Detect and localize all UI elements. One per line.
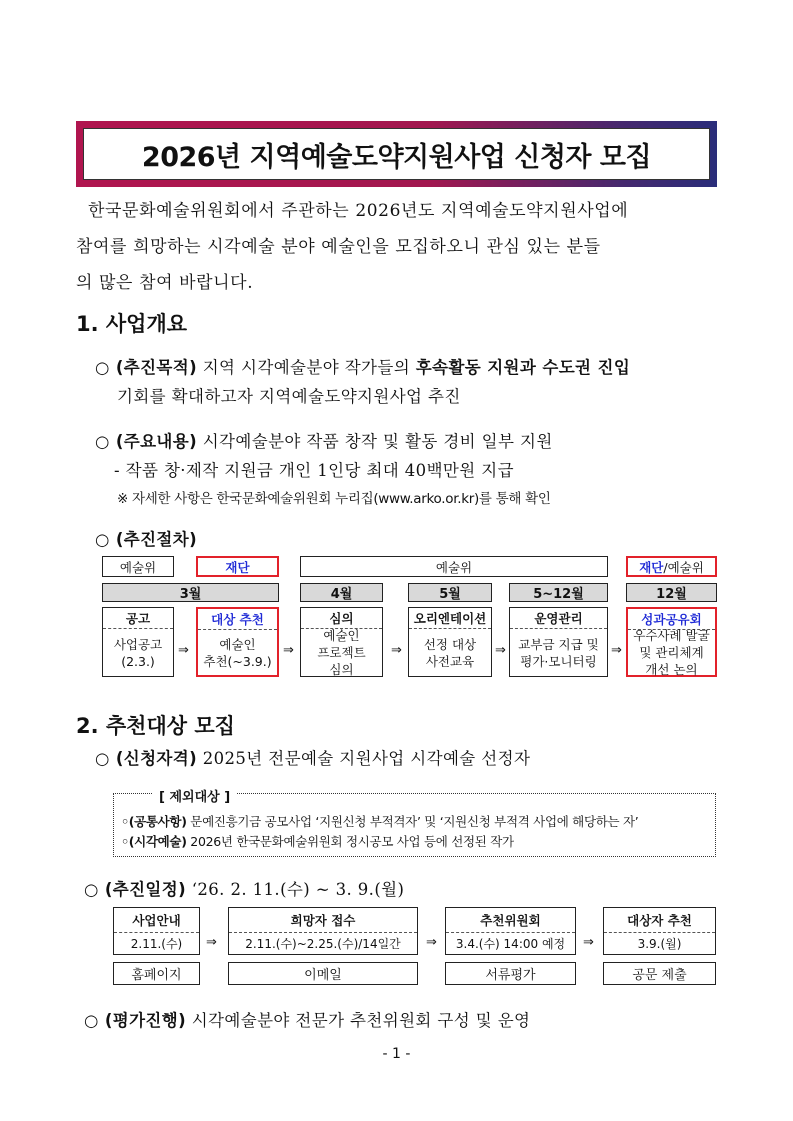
intro-line: 한국문화예술위원회에서 주관하는 2026년도 지역예술도약지원사업에 — [88, 201, 629, 221]
bullet-text: ‘26. 2. 11.(수) ~ 3. 9.(월) — [186, 880, 405, 899]
bullet-label: (주요내용) — [115, 432, 198, 451]
schedule-title: 추천위원회 — [446, 908, 575, 933]
arrow-right-icon: ⇒ — [391, 643, 402, 658]
month-cell: 12월 — [626, 583, 717, 602]
bullet-circle-icon: ○ — [84, 880, 99, 899]
page-title: 2026년 지역예술도약지원사업 신청자 모집 — [83, 128, 710, 180]
intro-line: 참여를 희망하는 시각예술 분야 예술인을 모집하오니 관심 있는 분들 — [76, 237, 601, 257]
bullet-text: 시각예술분야 전문가 추천위원회 구성 및 운영 — [186, 1011, 531, 1030]
bullet-circle-icon: ○ — [95, 358, 110, 377]
step-title: 운영관리 — [510, 608, 607, 629]
arrow-right-icon: ⇒ — [426, 935, 437, 950]
arrow-right-icon: ⇒ — [611, 643, 622, 658]
bullet-circle-icon: ○ — [95, 749, 110, 768]
content-bullet — [95, 428, 553, 452]
purpose-bullet — [95, 354, 630, 378]
content-sub-item: - 작품 창·제작 지원금 개인 1인당 최대 40백만원 지급 — [114, 461, 514, 480]
procedure-step-recommend — [196, 607, 279, 677]
bullet-label: (추진절차) — [115, 530, 198, 549]
bullet-text: 2025년 전문예술 지원사업 시각예술 선정자 — [197, 749, 531, 768]
exclusion-label: ◦(시각예술) — [121, 834, 187, 849]
step-body: 교부금 지급 및 평가·모니터링 — [518, 636, 599, 669]
org-arko-text: /예술위 — [663, 559, 704, 575]
bullet-label: (추진목적) — [115, 358, 198, 377]
bullet-label: (신청자격) — [115, 749, 198, 768]
schedule-date: 2.11.(수)~2.25.(수)/14일간 — [245, 937, 401, 951]
step-title: 오리엔테이션 — [409, 608, 491, 629]
arrow-right-icon: ⇒ — [583, 935, 594, 950]
step-body: 선정 대상 사전교육 — [423, 636, 477, 669]
schedule-step-guide — [113, 907, 200, 955]
bullet-circle-icon: ○ — [95, 432, 110, 451]
org-foundation-text: 재단 — [639, 559, 664, 575]
evaluation-bullet — [84, 1007, 530, 1031]
schedule-title: 사업안내 — [114, 908, 199, 933]
intro-line: 의 많은 참여 바랍니다. — [76, 273, 254, 293]
schedule-bullet — [84, 876, 404, 900]
bullet-circle-icon: ○ — [84, 1011, 99, 1030]
bullet-circle-icon: ○ — [95, 530, 110, 549]
procedure-step-sharing — [626, 607, 717, 677]
bullet-text: 지역 시각예술분야 작가들의 — [197, 358, 416, 377]
procedure-step-orientation — [408, 607, 492, 677]
arrow-right-icon: ⇒ — [283, 643, 294, 658]
step-body: 우수사례 발굴 및 관리체계 개선 논의 — [633, 628, 710, 677]
month-cell: 5월 — [408, 583, 492, 602]
schedule-date: 3.9.(월) — [637, 937, 682, 951]
schedule-step-committee — [445, 907, 576, 955]
schedule-step-recommendation — [603, 907, 716, 955]
month-cell: 4월 — [300, 583, 383, 602]
org-arko-cell: 예술위 — [102, 556, 174, 577]
month-cell: 5~12월 — [509, 583, 608, 602]
reference-note: ※ 자세한 사항은 한국문화예술위원회 누리집(www.arko.or.kr)를 통해 확인 — [117, 491, 551, 507]
procedure-step-management — [509, 607, 608, 677]
arrow-right-icon: ⇒ — [178, 643, 189, 658]
org-foundation-cell: 재단 — [196, 556, 279, 577]
exclusion-text: 2026년 한국문화예술위원회 정시공모 사업 등에 선정된 작가 — [186, 834, 514, 849]
exclusion-item-visual-arts — [121, 832, 514, 850]
arrow-right-icon: ⇒ — [206, 935, 217, 950]
step-title: 심의 — [301, 608, 382, 629]
bullet-label: (평가진행) — [104, 1011, 187, 1030]
schedule-title: 대상자 추천 — [604, 908, 715, 933]
page-number: - 1 - — [382, 1046, 411, 1062]
arrow-right-icon: ⇒ — [495, 643, 506, 658]
exclusion-item-common — [121, 812, 638, 830]
schedule-title: 희망자 접수 — [229, 908, 417, 933]
schedule-step-application — [228, 907, 418, 955]
schedule-date: 3.4.(수) 14:00 예정 — [455, 937, 566, 951]
schedule-channel: 공문 제출 — [603, 962, 716, 985]
org-foundation-arko-cell — [626, 556, 717, 577]
exclusion-title: [ 제외대상 ] — [153, 786, 236, 805]
step-title: 성과공유회 — [628, 609, 715, 630]
procedure-step-review — [300, 607, 383, 677]
title-banner — [76, 121, 717, 187]
step-body: 예술인 추천(~3.9.) — [203, 636, 272, 669]
step-title: 공고 — [103, 608, 173, 629]
step-body: 예술인 프로젝트 심의 — [317, 628, 366, 677]
schedule-channel: 이메일 — [228, 962, 418, 985]
org-arko-span-cell: 예술위 — [300, 556, 608, 577]
section-heading-recruitment: 2. 추천대상 모집 — [76, 714, 235, 738]
step-title: 대상 추천 — [198, 609, 277, 630]
bullet-label: (추진일정) — [104, 880, 187, 899]
procedure-bullet — [95, 526, 197, 550]
schedule-channel: 홈페이지 — [113, 962, 200, 985]
schedule-date: 2.11.(수) — [130, 937, 183, 951]
section-heading-overview: 1. 사업개요 — [76, 312, 188, 336]
month-cell: 3월 — [102, 583, 279, 602]
eligibility-bullet — [95, 745, 530, 769]
step-body: 사업공고 (2.3.) — [113, 636, 163, 669]
schedule-channel: 서류평가 — [445, 962, 576, 985]
exclusion-text: 문예진흥기금 공모사업 ‘지원신청 부적격자’ 및 ‘지원신청 부적격 사업에 해당하는 자’ — [186, 814, 639, 829]
purpose-continuation: 기회를 확대하고자 지역예술도약지원사업 추진 — [117, 387, 461, 406]
intro-paragraph — [76, 193, 718, 301]
procedure-step-announce — [102, 607, 174, 677]
bullet-text: 시각예술분야 작품 창작 및 활동 경비 일부 지원 — [197, 432, 553, 451]
bullet-emphasis: 후속활동 지원과 수도권 진입 — [415, 358, 631, 377]
exclusion-label: ◦(공통사항) — [121, 814, 187, 829]
